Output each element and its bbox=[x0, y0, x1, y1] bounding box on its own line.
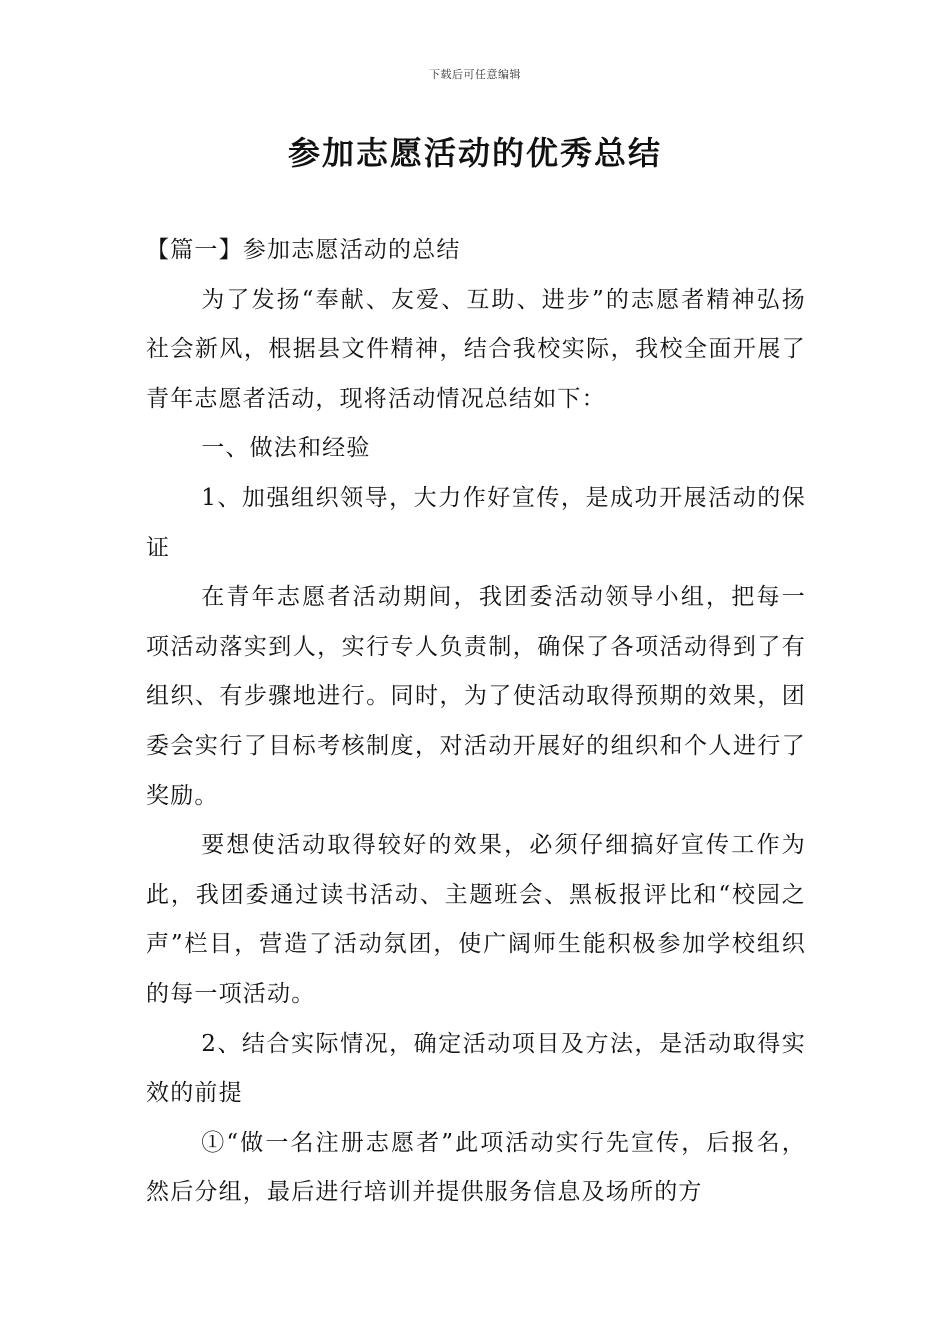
heading-methods: 一、做法和经验 bbox=[201, 435, 371, 462]
subheading-2: 2、结合实际情况，确定活动项目及方法，是活动取得实效的前提 bbox=[146, 1030, 806, 1107]
paragraph-registration: ①“做一名注册志愿者”此项活动实行先宣传，后报名，然后分组，最后进行培训并提供服务信息及场所的方 bbox=[146, 1129, 806, 1206]
document-body bbox=[146, 226, 806, 1218]
paragraph-organization: 在青年志愿者活动期间，我团委活动领导小组，把每一项活动落实到人，实行专人负责制，确保了各项活动得到了有组织、有步骤地进行。同时，为了使活动取得预期的效果，团委会实行了目标考核制度，对活动开展好的组织和个人进行了奖励。 bbox=[146, 584, 806, 809]
section-heading: 【篇一】参加志愿活动的总结 bbox=[146, 237, 461, 263]
header-note: 下载后可任意编辑 bbox=[429, 68, 521, 81]
subheading-1: 1、加强组织领导，大力作好宣传，是成功开展活动的保证 bbox=[146, 484, 806, 561]
paragraph-intro: 为了发扬“奉献、友爱、互助、进步”的志愿者精神弘扬社会新风，根据县文件精神，结合我校实际，我校全面开展了青年志愿者活动，现将活动情况总结如下： bbox=[146, 286, 806, 412]
document-title: 参加志愿活动的优秀总结 bbox=[287, 134, 662, 172]
paragraph-publicity: 要想使活动取得较好的效果，必须仔细搞好宣传工作为此，我团委通过读书活动、主题班会、黑板报评比和“校园之声”栏目，营造了活动氛团，使广阔师生能积极参加学校组织的每一项活动。 bbox=[146, 832, 806, 1007]
